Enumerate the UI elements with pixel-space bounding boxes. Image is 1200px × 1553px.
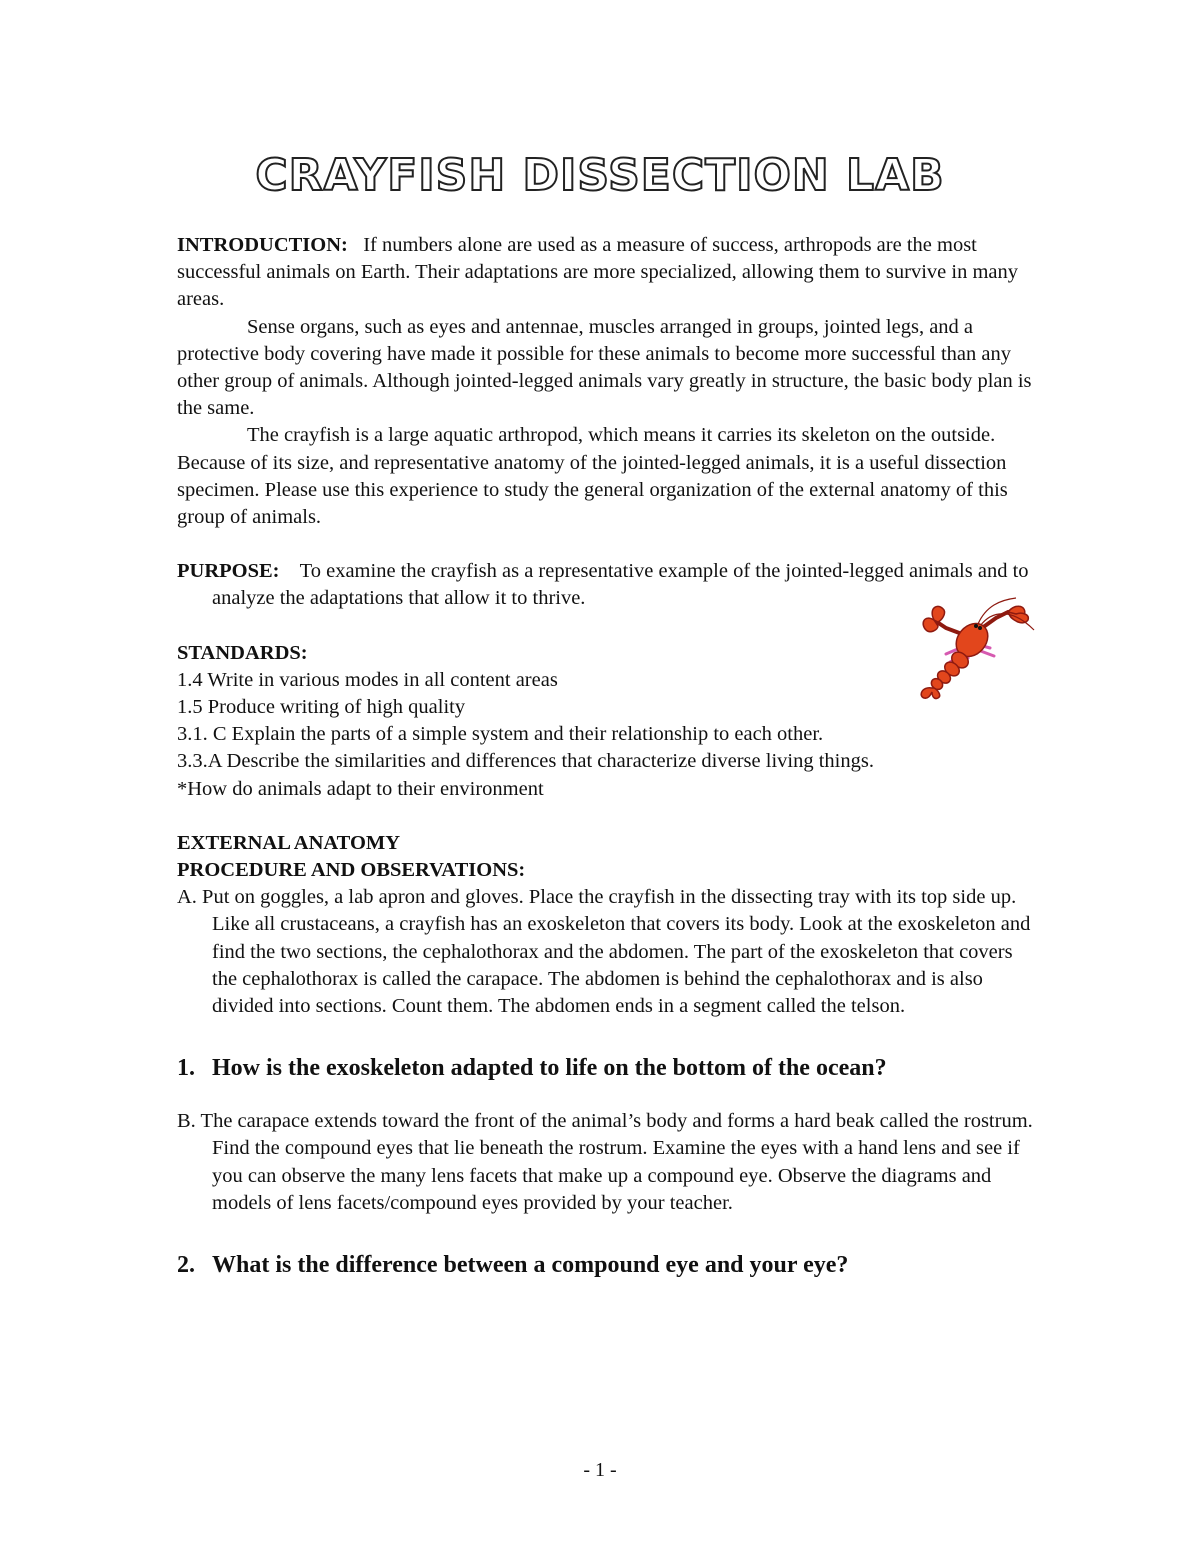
question-1-number: 1. [177, 1055, 195, 1082]
standard-item: 1.5 Produce writing of high quality [177, 696, 466, 719]
spacer [177, 1084, 1037, 1108]
page-number: - 1 - [583, 1459, 617, 1481]
standard-item: 1.4 Write in various modes in all content areas [177, 668, 558, 691]
spacer [177, 803, 1037, 830]
spacer [177, 613, 1037, 640]
question-1 [177, 1052, 1037, 1084]
procedure-heading: PROCEDURE AND OBSERVATIONS: [177, 859, 526, 882]
standard-item: 3.3.A Describe the similarities and differences that characterize diverse living things. [177, 750, 874, 773]
standards-label: STANDARDS: [177, 641, 308, 664]
question-2 [177, 1249, 1037, 1281]
purpose-text: To examine the crayfish as a representative example of the jointed-legged animals and to analyze the adaptations that allow it to thrive. [212, 560, 1029, 610]
intro-text-1: If numbers alone are used as a measure of success, arthropods are the most successful animals on Earth. Their adaptations are more specialized, allowing them to survive in many areas. [177, 234, 1019, 311]
spacer [177, 1217, 1037, 1249]
intro-paragraph-1 [177, 232, 1037, 314]
intro-paragraph-2: Sense organs, such as eyes and antennae, muscles arranged in groups, jointed legs, and a protective body covering have made it possible for these animals to become more successful than any other group of animals. Although jointed-legged animals vary greatly in structure, the basic body plan is the same. [177, 315, 1032, 420]
spacer [177, 531, 1037, 558]
question-2-number: 2. [177, 1252, 195, 1279]
question-1-text: How is the exoskeleton adapted to life on the bottom of the ocean? [212, 1055, 887, 1082]
document-body [177, 232, 1037, 1281]
external-anatomy-heading: EXTERNAL ANATOMY [177, 831, 401, 854]
question-2-text: What is the difference between a compound eye and your eye? [212, 1252, 849, 1279]
step-b-paragraph: B. The carapace extends toward the front of the animal’s body and forms a hard beak called the rostrum. Find the compound eyes that lie beneath the rostrum. Examine the eyes with a hand lens and see if you can observe the many lens facets that make up a compound eye. Observe the diagrams and models of lens facets/compound eyes provided by your teacher. [177, 1110, 1033, 1214]
crayfish-illustration [916, 596, 1036, 700]
step-a-paragraph: A. Put on goggles, a lab apron and gloves. Place the crayfish in the dissecting tray with its top side up. Like all crustaceans, a crayfish has an exoskeleton that covers its body. Look at the exoskeleton and find the two sections, the cephalothorax and the abdomen. The part of the exoskeleton that covers the cephalothorax is called the carapace. The abdomen is behind the cephalothorax and is also divided into sections. Count them. The abdomen ends in a segment called the telson. [177, 886, 1031, 1018]
standard-item: 3.1. C Explain the parts of a simple system and their relationship to each other. [177, 723, 824, 746]
introduction-label: INTRODUCTION: [177, 234, 348, 256]
page-title: CRAYFISH DISSECTION LAB [255, 150, 945, 201]
purpose-paragraph [177, 558, 1037, 612]
intro-paragraph-3: The crayfish is a large aquatic arthropod, which means it carries its skeleton on the outside. Because of its size, and representative anatomy of the jointed-legged animals, it is a useful dissection specimen. Please use this experience to study the general organization of the external anatomy of this group of animals. [177, 424, 1008, 529]
standard-item: *How do animals adapt to their environment [177, 777, 544, 800]
spacer [177, 1020, 1037, 1052]
purpose-label: PURPOSE: [177, 560, 280, 583]
